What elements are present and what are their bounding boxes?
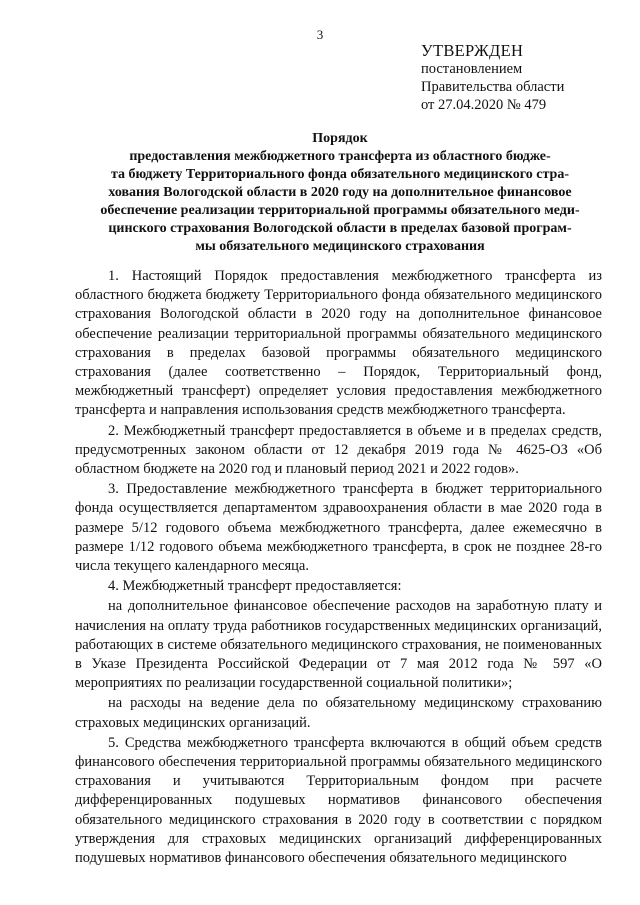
paragraph-4-item-1: на дополнительное финансовое обеспечение расходов на заработную плату и начисления на оплату труда работников государственных медицинских организаций, работающих в системе обязательного медицинского страхования, не поименованных в Указе Президента Российской Федерации от 7 мая 2012 года № 597 «О мероприятиях по реализации государственной социальной политики»;	[75, 598, 602, 692]
title-line-3: хования Вологодской области в 2020 году на дополнительное финансовое	[108, 185, 572, 200]
title-line-5: цинского страхования Вологодской области в пределах базовой програм-	[108, 221, 572, 236]
paragraph-1: 1. Настоящий Порядок предоставления межбюджетного трансферта из областного бюджета бюджету Территориального фонда обязательного медицинского страхования Вологодской области в 2020 году на дополнительное финансовое обеспечение реализации территориальной программы обязательного медицинского страхования в пределах базовой программы обязательного медицинского страхования (далее соответственно – Порядок, Территориальный фонд, межбюджетный трансферт) определяет условия предоставления межбюджетного трансферта и направления использования средств межбюджетного трансферта.	[75, 268, 602, 419]
title-line-2: та бюджету Территориального фонда обязательного медицинского стра-	[110, 167, 570, 182]
approval-heading: УТВЕРЖДЕН	[421, 41, 524, 60]
approval-line-3: от 27.04.2020 № 479	[421, 97, 547, 113]
paragraph-3: 3. Предоставление межбюджетного трансферта в бюджет территориального фонда осуществляется департаментом здравоохранения области в мае 2020 года в размере 5/12 годового объема межбюджетного трансферта, далее ежемесячно в размере 1/12 годового объема межбюджетного трансферта, в срок не позднее 28-го числа текущего календарного месяца.	[75, 481, 602, 575]
title-line-6: мы обязательного медицинского страхования	[195, 239, 485, 254]
title-line-4: обеспечение реализации территориальной программы обязательного меди-	[100, 203, 580, 218]
document-title	[60, 130, 620, 256]
paragraph-5: 5. Средства межбюджетного трансферта включаются в общий объем средств финансового обеспечения территориальной программы обязательного медицинского страхования и учитываются Территориальным фондом при расчете дифференцированных подушевых нормативов финансового обеспечения обязательного медицинского страхования в 2020 году в соответствии с порядком утверждения для страховых медицинских организаций дифференцированных подушевых нормативов финансового обеспечения обязательного медицинского	[75, 734, 602, 867]
approval-line-2: Правительства области	[421, 79, 565, 95]
approval-line-1: постановлением	[421, 61, 523, 77]
document-body	[75, 267, 602, 868]
approval-block	[421, 42, 564, 114]
paragraph-4: 4. Межбюджетный трансферт предоставляется:	[108, 578, 402, 595]
page-number: 3	[316, 27, 324, 42]
paragraph-2: 2. Межбюджетный трансферт предоставляется в объеме и в пределах средств, предусмотренных законом области от 12 декабря 2019 года № 4625-ОЗ «Об областном бюджете на 2020 год и плановый период 2021 и 2022 годов».	[75, 422, 602, 478]
title-line-1: предоставления межбюджетного трансферта из областного бюдже-	[129, 149, 551, 164]
title-word: Порядок	[312, 131, 368, 146]
paragraph-4-item-2: на расходы на ведение дела по обязательному медицинскому страхованию страховых медицинских организаций.	[75, 695, 602, 731]
